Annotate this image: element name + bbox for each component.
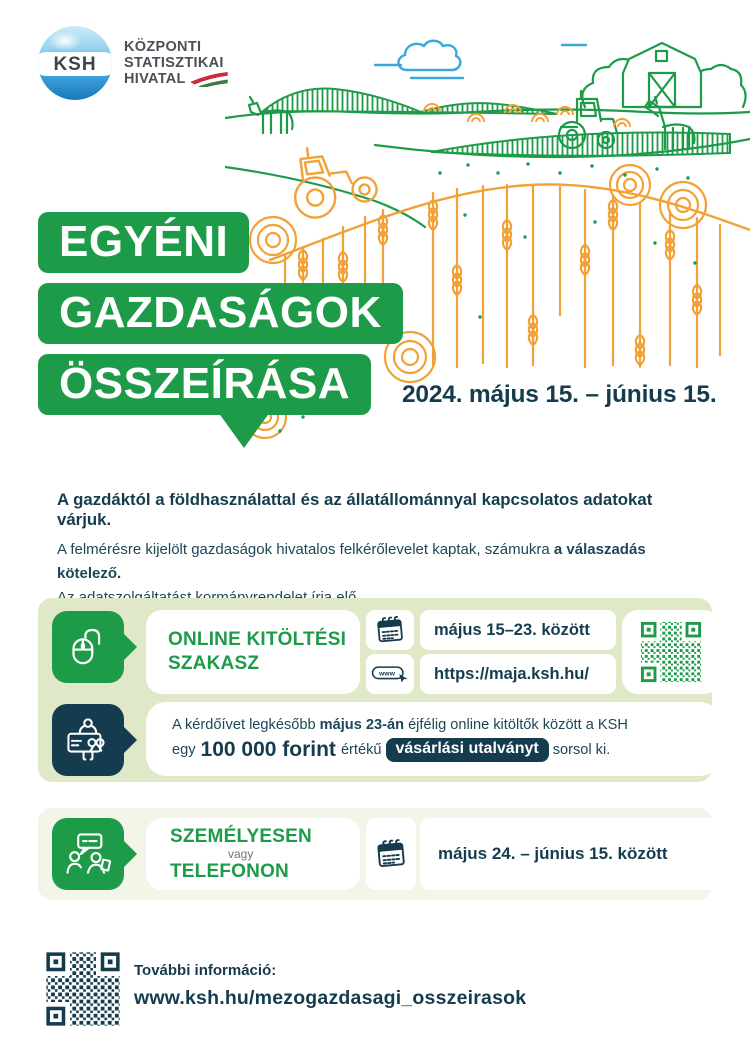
ksh-logo-text: KSH bbox=[53, 54, 97, 75]
online-title-card: ONLINE KITÖLTÉSI SZAKASZ bbox=[146, 610, 360, 694]
calendar-card-2 bbox=[366, 818, 416, 890]
footer-qr bbox=[44, 950, 122, 1028]
prize-card: A kérdőívet legkésőbb május 23-án éjfélig online kitöltők között a KSH egy 100 000 forint értékű vásárlási utalványt sorsol ki. bbox=[146, 702, 720, 776]
www-card bbox=[366, 654, 414, 694]
qr-code-icon bbox=[639, 620, 703, 684]
intro-paragraph: A felmérésre kijelölt gazdaságok hivatalos felkérőlevelet kaptak, számukra a válaszadás kötelező. bbox=[57, 541, 646, 582]
footer-url: www.ksh.hu/mezogazdasagi_osszeirasok bbox=[134, 987, 527, 1009]
svg-text:www: www bbox=[378, 670, 395, 678]
org-name: KÖZPONTI STATISZTIKAI HIVATAL bbox=[124, 39, 228, 88]
more-info-label: További információ: bbox=[134, 962, 277, 979]
calendar-card bbox=[366, 610, 414, 650]
online-qr-card bbox=[622, 610, 720, 694]
orange-tractor-drawing bbox=[289, 140, 379, 219]
ksh-logo-sphere bbox=[38, 26, 112, 100]
prize-tile bbox=[52, 704, 124, 776]
calendar-icon bbox=[374, 837, 409, 872]
online-url-card: https://maja.ksh.hu/ bbox=[420, 654, 616, 694]
cloud-drawing bbox=[375, 41, 586, 78]
ksh-logo bbox=[38, 26, 228, 100]
personal-section bbox=[38, 808, 712, 900]
mouse-icon bbox=[65, 624, 111, 670]
personal-title-card: SZEMÉLYESEN vagy TELEFONON bbox=[146, 818, 360, 890]
barn-drawing bbox=[623, 43, 701, 107]
calendar-icon bbox=[374, 614, 407, 647]
personal-tile bbox=[52, 818, 124, 890]
chat-people-icon bbox=[64, 830, 112, 878]
qr-code-icon bbox=[44, 950, 122, 1028]
prize-amount: 100 000 forint bbox=[200, 737, 336, 761]
online-tile bbox=[52, 611, 124, 683]
www-icon bbox=[371, 661, 409, 687]
lead-sentence: A gazdáktól a földhasználattal és az állatállománnyal kapcsolatos adatokat várjuk. bbox=[57, 490, 653, 529]
title-line-3: ÖSSZEÍRÁSA bbox=[38, 354, 371, 415]
title-line-1: EGYÉNI bbox=[38, 212, 249, 273]
voucher-badge: vásárlási utalványt bbox=[386, 738, 549, 762]
title-line-2: GAZDASÁGOK bbox=[38, 283, 403, 344]
census-date-range: 2024. május 15. – június 15. bbox=[402, 381, 717, 408]
hungarian-flag-icon bbox=[190, 72, 228, 87]
online-section bbox=[38, 598, 712, 782]
voucher-icon bbox=[64, 716, 112, 764]
personal-date-card: május 24. – június 15. között bbox=[420, 818, 720, 890]
online-date-card: május 15–23. között bbox=[420, 610, 616, 650]
